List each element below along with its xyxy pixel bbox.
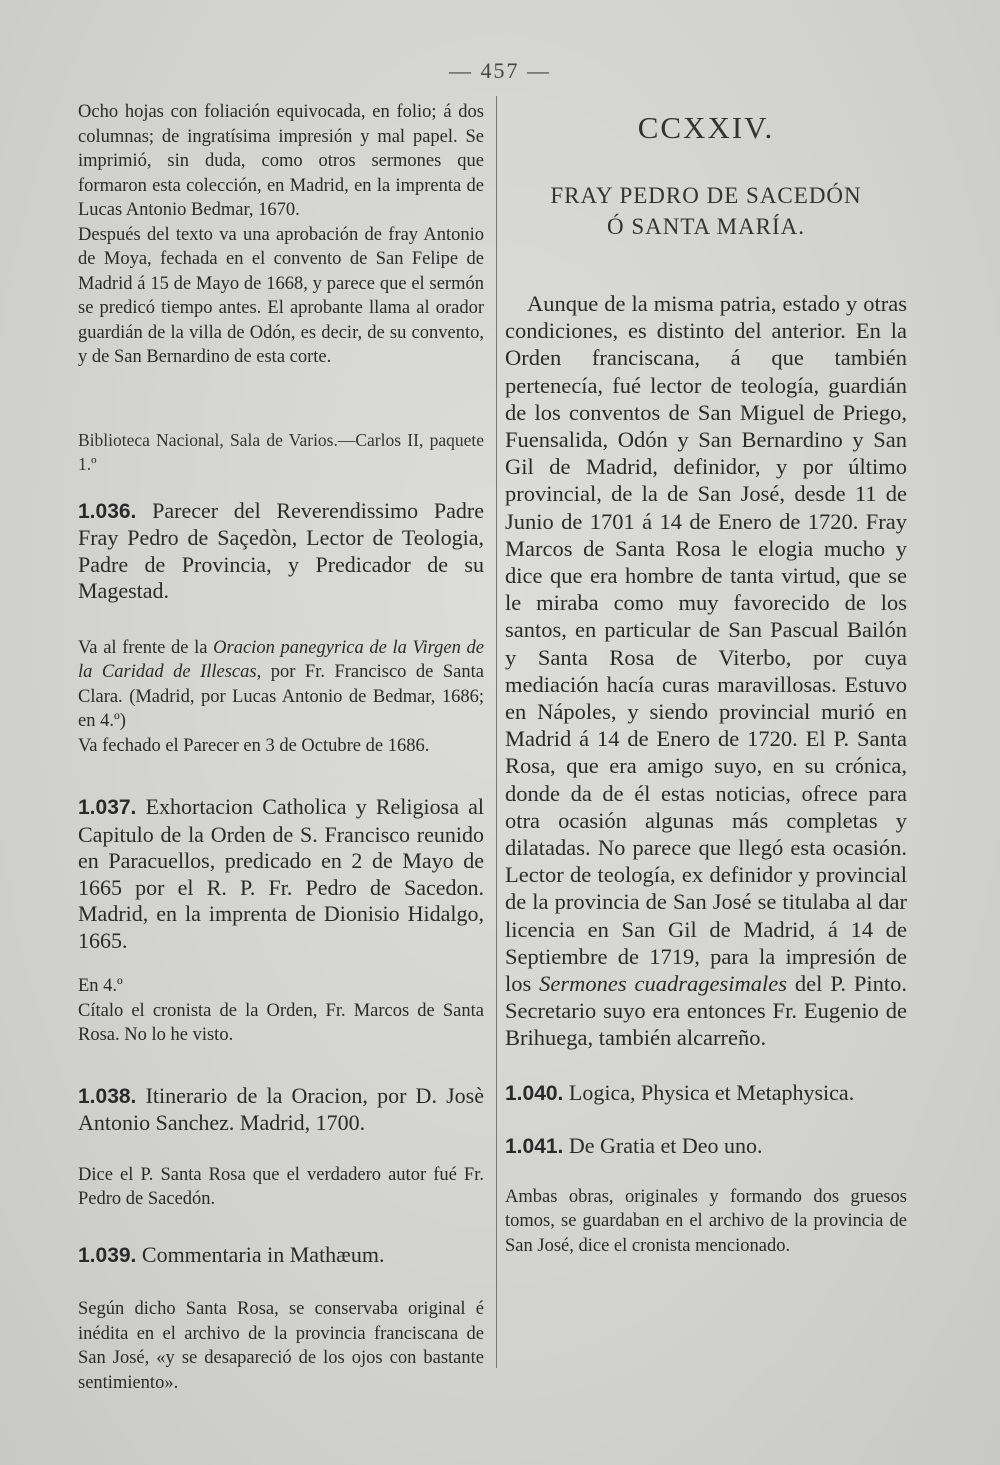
entry-1038	[78, 1083, 484, 1137]
entry-title: Logica, Physica et Metaphysica.	[568, 1079, 855, 1105]
entry-number: 1.038.	[78, 1084, 137, 1108]
entry-title: De Gratia et Deo uno.	[568, 1133, 763, 1159]
entry-1041	[505, 1133, 907, 1161]
entry-note: Ambas obras, originales y formando dos gruesos tomos, se guardaban en el archivo de la provincia de San José, dice el cronista mencionado.	[505, 1186, 907, 1256]
entry-note: Dice el P. Santa Rosa que el verdadero autor fué Fr. Pedro de Sacedón.	[78, 1164, 484, 1209]
chapter-number: CCXXIV.	[637, 110, 775, 145]
entry-number: 1.041.	[505, 1135, 564, 1159]
entry-1040	[505, 1080, 907, 1108]
paragraph: Ocho hojas con foliación equivocada, en folio; á dos columnas; de ingratísima impresión y mal papel. Se imprimió, sin duda, como otros sermones que formaron esta colección, en Madrid, en la imprenta de Lucas Antonio Bedmar, 1670.	[78, 102, 484, 220]
entry-number: 1.040.	[505, 1081, 564, 1105]
entry-number: 1.037.	[78, 796, 137, 819]
entry-note: Va al frente de la Oracion panegyrica de la Virgen de la Caridad de Illescas, por Fr. Francisco de Santa Clara. (Madrid, por Lucas Antonio de Bedmar, 1686; en 4.º)	[78, 637, 484, 731]
entry-note: Va fechado el Parecer en 3 de Octubre de 1686.	[78, 735, 430, 756]
source-reference: Biblioteca Nacional, Sala de Varios.—Carlos II, paquete 1.º	[78, 429, 484, 474]
left-column	[78, 100, 484, 1395]
italic-title: Sermones cuadragesimales	[539, 971, 788, 997]
entry-1036	[78, 498, 484, 605]
italic-title: Oracion panegyrica de la Virgen de la Caridad de Illescas	[78, 637, 484, 682]
paragraph: Después del texto va una aprobación de fray Antonio de Moya, fechada en el convento de San Felipe de Madrid á 15 de Mayo de 1668, y parece que el sermón se predicó tiempo antes. El aprobante llama al orador guardián de la villa de Odón, es decir, de su convento, y de San Bernardino de esta corte.	[78, 224, 484, 367]
biography-paragraph: Aunque de la misma patria, estado y otras condiciones, es distinto del anterior. En la Orden franciscana, á que también pertenecía, fué lector de teología, guardián de los conventos de San Miguel de Priego, Fuensalida, Odón y San Bernardino y San Gil de Madrid, definidor, y por último provincial, de la de San José, desde 11 de Junio de 1701 á 14 de Enero de 1720. Fray Marcos de Santa Rosa le elogia mucho y dice que era hombre de tanta virtud, que se le miraba como muy favorecido de los santos, en particular de San Pascual Bailón y Santa Rosa de Viterbo, por cuya mediación hacía curas maravillosas. Estuvo en Nápoles, y siendo provincial murió en Madrid á 14 de Enero de 1720. El P. Santa Rosa, que era amigo suyo, en su crónica, donde da de él estas noticias, ofrece para otra ocasión algunas más completas y dilatadas. No parece que llegó esta ocasión. Lector de teología, ex definidor y provincial de la provincia de San José se titulaba al dar licencia en San Gil de Madrid, á 14 de Septiembre de 1719, para la impresión de los Sermones cuadragesimales del P. Pinto. Secretario suyo era entonces Fr. Eugenio de Brihuega, también alcarreño.	[505, 291, 907, 1051]
entry-title: Parecer del Reverendissimo Padre Fray Pedro de Saçedòn, Lector de Teologia, Padre de Provincia, y Predicador de su Magestad.	[78, 497, 484, 603]
entry-note: Según dicho Santa Rosa, se conservaba original é inédita en el archivo de la provincia franciscana de San José, «y se desapareció de los ojos con bastante sentimiento».	[78, 1299, 484, 1393]
entry-title: Itinerario de la Oracion, por D. Josè Antonio Sanchez. Madrid, 1700.	[78, 1082, 484, 1135]
chapter-title: FRAY PEDRO DE SACEDÓN Ó SANTA MARÍA.	[550, 183, 862, 239]
entry-title: Exhortacion Catholica y Religiosa al Capitulo de la Orden de S. Francisco reunido en Paracuellos, predicado en 2 de Mayo de 1665 por el R. P. Fr. Pedro de Sacedon. Madrid, en la imprenta de Dionisio Hidalgo, 1665.	[78, 794, 485, 953]
entry-number: 1.039.	[78, 1243, 137, 1267]
page-number: — 457 —	[449, 58, 551, 83]
entry-note: Cítalo el cronista de la Orden, Fr. Marcos de Santa Rosa. No lo he visto.	[78, 1000, 484, 1045]
entry-1039	[78, 1242, 484, 1270]
column-divider	[496, 96, 497, 1368]
entry-number: 1.036.	[78, 499, 137, 523]
entry-title: Commentaria in Mathæum.	[141, 1241, 385, 1267]
right-column	[505, 108, 907, 1258]
entry-note: En 4.º	[78, 976, 123, 996]
entry-1037	[78, 794, 484, 954]
